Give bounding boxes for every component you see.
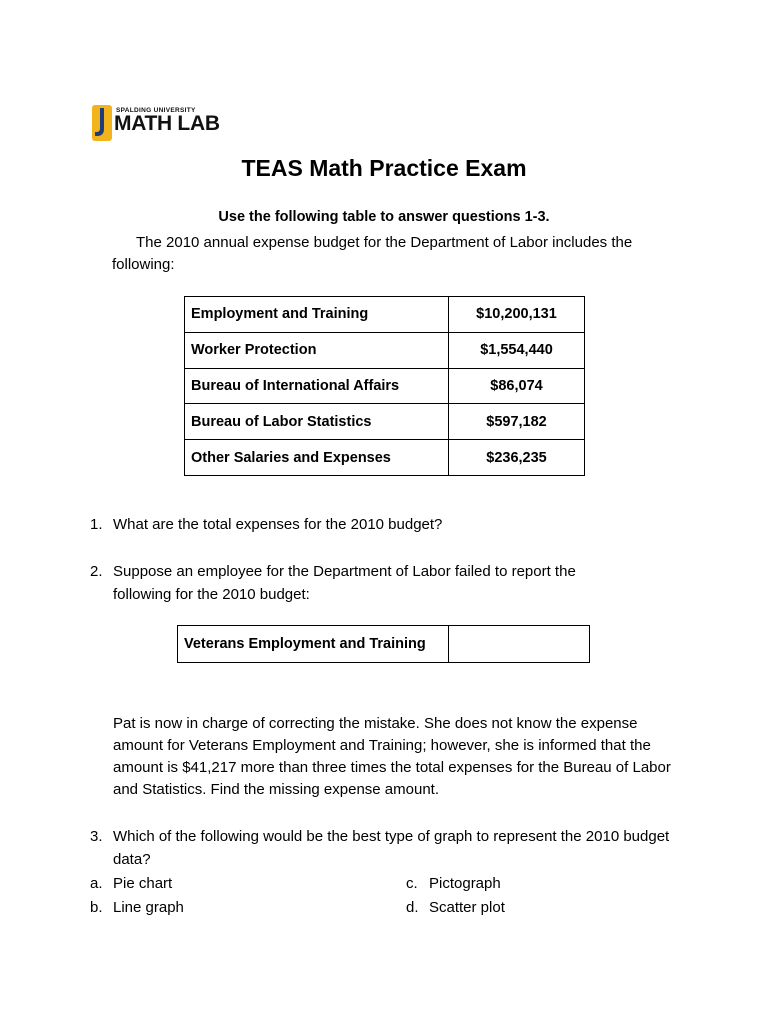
budget-amount: $86,074 xyxy=(449,368,585,404)
question-text: Suppose an employee for the Department of Labor failed to report the following for the 2010 budget: xyxy=(113,563,576,603)
budget-item: Worker Protection xyxy=(185,332,449,368)
option-text: Line graph xyxy=(113,899,184,916)
option-b xyxy=(90,896,184,919)
budget-amount: $236,235 xyxy=(449,440,585,476)
table-row xyxy=(185,368,585,404)
option-letter: a. xyxy=(90,875,103,892)
budget-table xyxy=(184,296,585,476)
budget-item: Other Salaries and Expenses xyxy=(185,440,449,476)
option-c xyxy=(406,872,501,895)
budget-item: Bureau of Labor Statistics xyxy=(185,404,449,440)
option-text: Pictograph xyxy=(429,875,501,892)
logo-university-text: SPALDING UNIVERSITY xyxy=(116,107,196,114)
question-text: What are the total expenses for the 2010 budget? xyxy=(113,516,443,533)
question-2-details: Pat is now in charge of correcting the mistake. She does not know the expense amount for Veterans Employment and Training; however, she is informed that the amount is $41,217 more than three times the total expenses for the Bureau of Labor and Statistics. Find the missing expense amount. xyxy=(113,715,671,798)
table-row xyxy=(185,404,585,440)
question-number: 3. xyxy=(90,828,103,845)
intro-paragraph: The 2010 annual expense budget for the Department of Labor includes the following: xyxy=(112,234,633,273)
math-lab-logo xyxy=(92,105,242,141)
budget-amount: $10,200,131 xyxy=(449,297,585,333)
budget-item: Bureau of International Affairs xyxy=(185,368,449,404)
question-text: Which of the following would be the best type of graph to represent the 2010 budget data? xyxy=(113,828,670,868)
missing-amount xyxy=(449,626,590,663)
missing-item: Veterans Employment and Training xyxy=(178,626,449,663)
budget-item: Employment and Training xyxy=(185,297,449,333)
budget-amount: $597,182 xyxy=(449,404,585,440)
option-text: Pie chart xyxy=(113,875,173,892)
missing-expense-table xyxy=(177,625,590,663)
option-letter: b. xyxy=(90,899,103,916)
question-number: 2. xyxy=(90,563,103,580)
option-text: Scatter plot xyxy=(429,899,505,916)
table-row xyxy=(185,297,585,333)
table-row xyxy=(185,440,585,476)
logo-math-lab-text: MATH LAB xyxy=(114,112,220,135)
option-d xyxy=(406,896,505,919)
table-row xyxy=(185,332,585,368)
logo-mark-icon xyxy=(92,105,112,141)
instruction-heading: Use the following table to answer questions 1-3. xyxy=(218,209,550,225)
budget-amount: $1,554,440 xyxy=(449,332,585,368)
option-letter: c. xyxy=(406,875,418,892)
option-letter: d. xyxy=(406,899,419,916)
question-number: 1. xyxy=(90,516,103,533)
page-title: TEAS Math Practice Exam xyxy=(241,155,527,181)
option-a xyxy=(90,872,173,895)
table-row xyxy=(178,626,590,663)
